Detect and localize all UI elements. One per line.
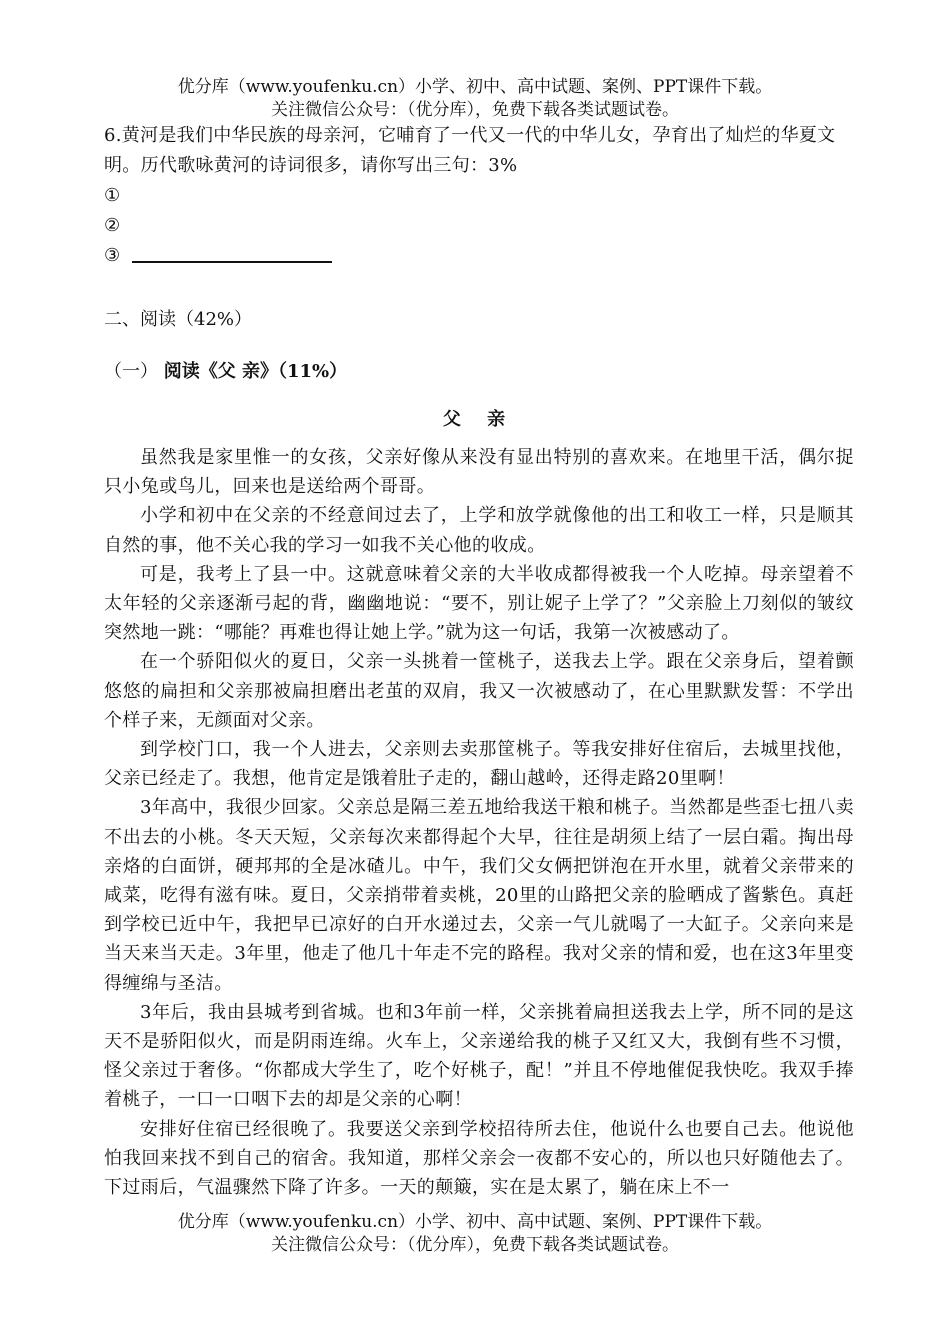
article-title: 父 亲 <box>442 409 516 430</box>
section-heading: 二、阅读（42%） <box>104 309 253 330</box>
page-footer <box>0 1211 950 1257</box>
subsection-heading: （一） 阅读《父 亲》（11%） <box>104 361 348 382</box>
article-paragraph: 3年高中，我很少回家。父亲总是隔三差五地给我送干粮和桃子。当然都是些歪七扭八卖不出去的小桃。冬天天短，父亲每次来都得起个大早，往往是胡须上结了一层白霜。掏出母亲烙的白面饼，硬邦邦的全是冰碴儿。中午，我们父女俩把饼泡在开水里，就着父亲带来的咸菜，吃得有滋有味。夏日，父亲捎带着卖桃，20里的山路把父亲的脸晒成了酱紫色。真赶到学校已近中午，我把早已凉好的白开水递过去，父亲一气儿就喝了一大缸子。父亲向来是当天来当天走。3年里，他走了他几十年走不完的路程。我对父亲的情和爱，也在这3年里变得缠绵与圣洁。 <box>104 797 854 994</box>
article-paragraph: 3年后，我由县城考到省城。也和3年前一样，父亲挑着扁担送我去上学，所不同的是这天不是骄阳似火，而是阴雨连绵。火车上，父亲递给我的桃子又红又大，我倒有些不习惯，怪父亲过于奢侈。“你都成大学生了，吃个好桃子，配！”并且不停地催促我快吃。我双手捧着桃子，一口一口咽下去的却是父亲的心啊！ <box>104 1001 854 1111</box>
article-paragraph: 安排好住宿已经很晚了。我要送父亲到学校招待所去住，他说什么也要自己去。他说他怕我回来找不到自己的宿舍。我知道，那样父亲会一夜都不安心的，所以也只好随他去了。下过雨后，气温骤然下降了许多。一天的颠簸，实在是太累了，躺在床上不一 <box>104 1118 854 1199</box>
article-paragraph: 可是，我考上了县一中。这就意味着父亲的大半收成都得被我一个人吃掉。母亲望着不太年轻的父亲逐渐弓起的背，幽幽地说：“要不，别让妮子上学了？”父亲脸上刀刻似的皱纹突然地一跳：“哪能？再难也得让她上学。”就为这一句话，我第一次被感动了。 <box>104 563 854 644</box>
document-body <box>104 121 854 1202</box>
article-paragraph: 到学校门口，我一个人进去，父亲则去卖那筐桃子。等我安排好住宿后，去城里找他，父亲已经走了。我想，他肯定是饿着肚子走的，翻山越岭，还得走路20里啊！ <box>104 739 854 790</box>
answer-blank-2: ② <box>104 215 121 236</box>
answer-blank-1: ① <box>104 185 121 206</box>
subsection-title: 阅读《父 亲》（11%） <box>163 361 348 382</box>
header-line-2: 关注微信公众号：（优分库），免费下载各类试题试卷。 <box>271 100 679 120</box>
article-paragraph: 在一个骄阳似火的夏日，父亲一头挑着一筐桃子，送我去上学。跟在父亲身后，望着颤悠悠的扁担和父亲那被扁担磨出老茧的双肩，我又一次被感动了，在心里默默发誓：不学出个样子来，无颜面对父亲。 <box>104 651 854 731</box>
question-6: 6.黄河是我们中华民族的母亲河，它哺育了一代又一代的中华儿女，孕育出了灿烂的华夏文明。历代歌咏黄河的诗词很多，请你写出三句：3% <box>104 125 836 176</box>
answer-underline <box>132 249 332 263</box>
footer-line-2: 关注微信公众号：（优分库），免费下载各类试题试卷。 <box>271 1235 679 1255</box>
article-paragraph: 虽然我是家里惟一的女孩，父亲好像从来没有显出特别的喜欢来。在地里干活，偶尔捉只小兔或鸟儿，回来也是送给两个哥哥。 <box>104 447 854 498</box>
article-paragraph: 小学和初中在父亲的不经意间过去了，上学和放学就像他的出工和收工一样，只是顺其自然的事，他不关心我的学习一如我不关心他的收成。 <box>104 505 854 556</box>
header-line-1: 优分库（www.youfenku.cn）小学、初中、高中试题、案例、PPT课件下载。 <box>177 77 773 97</box>
answer-blank-3: ③ <box>104 241 854 271</box>
page-header <box>0 76 950 122</box>
footer-line-1: 优分库（www.youfenku.cn）小学、初中、高中试题、案例、PPT课件下载。 <box>177 1212 773 1232</box>
